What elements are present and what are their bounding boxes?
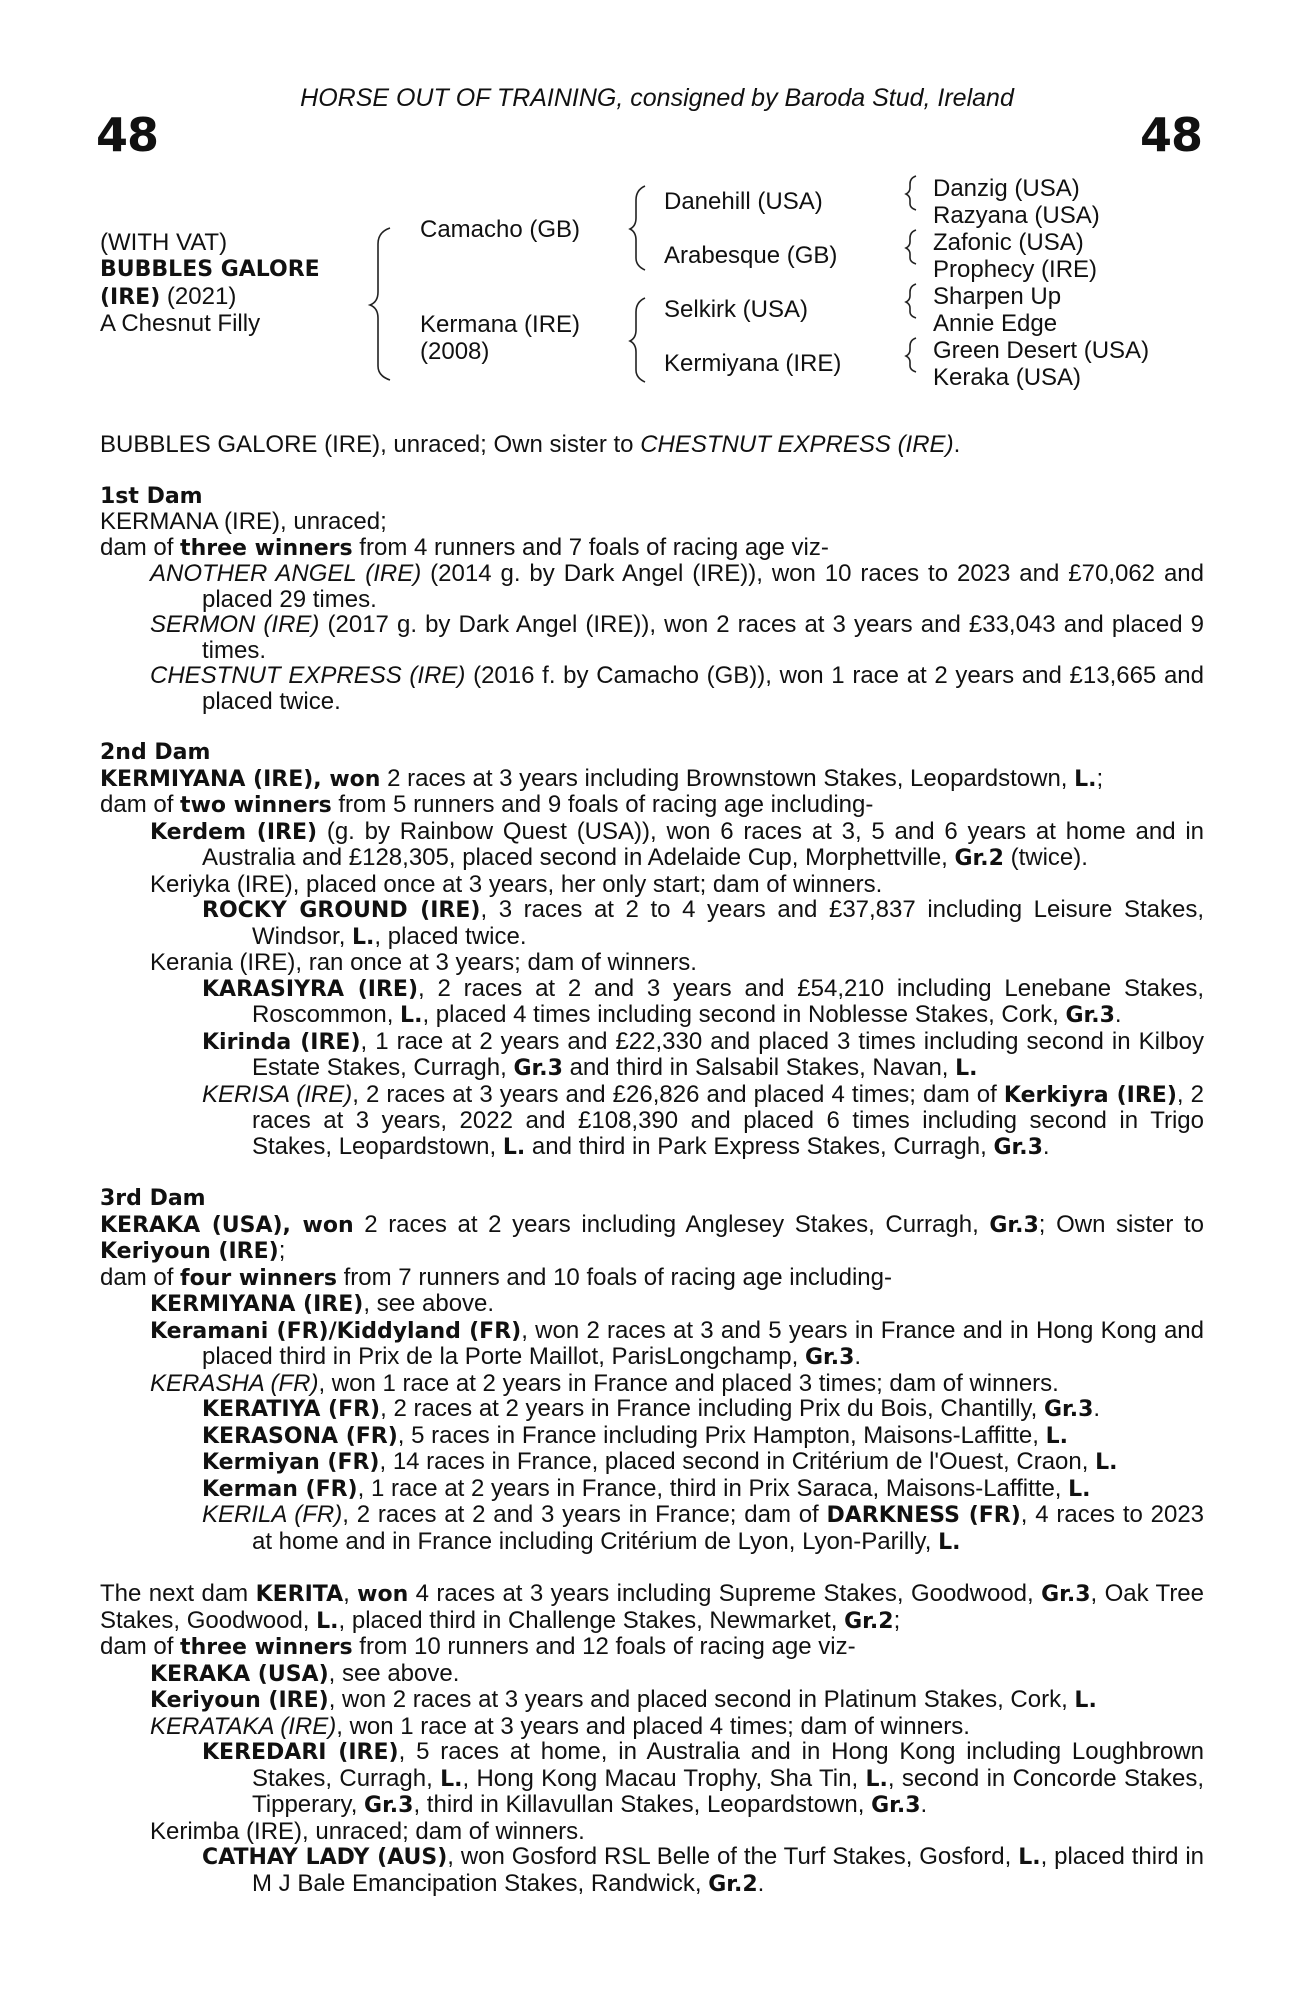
produce-entry: KERAKA (USA), see above. [150,1659,460,1687]
catalogue-body [100,432,1204,1897]
dam-sire: Selkirk (USA) [664,296,809,323]
horse-name-line2: (IRE) (2021) [100,283,237,310]
first-dam-produce: dam of three winners from 4 runners and 7 foals of racing age viz- [100,533,829,561]
page-header: HORSE OUT OF TRAINING, consigned by Baroda Stud, Ireland [300,84,1014,112]
produce-entry: KERMIYANA (IRE), see above. [150,1290,495,1317]
gen4-2: Razyana (USA) [933,202,1100,229]
gen4-5: Sharpen Up [933,283,1062,310]
sire-dam: Arabesque (GB) [664,242,838,269]
produce-entry: Keriyoun (IRE), won 2 races at 3 years and placed second in Platinum Stakes, Cork, L. [150,1686,1097,1713]
produce-entry: KERASHA (FR), won 1 race at 2 years in France and placed 3 times; dam of winners. [150,1369,1059,1397]
first-dam-heading: 1st Dam [100,483,203,509]
gen4-1: Danzig (USA) [933,175,1080,202]
third-dam-heading: 3rd Dam [100,1186,206,1211]
dam-year: (2008) [420,338,490,365]
first-dam-line: KERMANA (IRE), unraced; [100,508,387,535]
grandproduce-entry: KERISA (IRE), 2 races at 3 years and £26,826 and placed 4 times; dam of Kerkiyra (IRE), 2 races at 3 years, 2022 and £108,390 and placed 6 times including second in Trigo Stakes, Leopardstown, L. and third in Park Express Stakes, Curragh, Gr.3. [202,1080,1205,1160]
third-dam-line: KERAKA (USA), won 2 races at 2 years including Anglesey Stakes, Curragh, Gr.3; Own sister to Keriyoun (IRE); [100,1210,1204,1264]
grandproduce-entry: KERATIYA (FR), 2 races at 2 years in France including Prix du Bois, Chantilly, Gr.3. [202,1395,1101,1422]
intro-line: BUBBLES GALORE (IRE), unraced; Own sister to CHESTNUT EXPRESS (IRE). [100,431,961,458]
produce-entry: Kerimba (IRE), unraced; dam of winners. [150,1817,585,1845]
gen4-8: Keraka (USA) [933,364,1082,391]
produce-entry: CHESTNUT EXPRESS (IRE) (2016 f. by Camacho (GB)), won 1 race at 2 years and £13,665 and placed twice. [150,662,1205,715]
produce-entry: Kerania (IRE), ran once at 3 years; dam of winners. [150,949,697,976]
gen4-7: Green Desert (USA) [933,337,1150,364]
second-dam-heading: 2nd Dam [100,740,211,765]
horse-description: A Chesnut Filly [100,310,261,337]
lot-number-left: 48 [96,108,159,162]
grandproduce-entry: KERILA (FR), 2 races at 2 and 3 years in France; dam of DARKNESS (FR), 4 races to 2023 at home and in France including Critérium de Lyon, Lyon-Parilly, L. [202,1501,1205,1555]
next-dam-line: The next dam KERITA, won 4 races at 3 years including Supreme Stakes, Goodwood, Gr.3, Oak Tree Stakes, Goodwood, L., placed third in Challenge Stakes, Newmarket, Gr.2; [100,1580,1205,1634]
sire: Camacho (GB) [420,216,581,243]
grandproduce-entry: Kerman (FR), 1 race at 2 years in France, third in Prix Saraca, Maisons-Laffitte, L. [202,1474,1091,1502]
produce-entry: Kerdem (IRE) (g. by Rainbow Quest (USA)), won 6 races at 3, 5 and 6 years at home and in Australia and £128,305, placed second in Adelaide Cup, Morphettville, Gr.2 (twice). [150,817,1204,871]
gen4-4: Prophecy (IRE) [933,256,1098,283]
gen4-6: Annie Edge [933,310,1058,337]
grandproduce-entry: KARASIYRA (IRE), 2 races at 2 and 3 years and £54,210 including Lenebane Stakes, Roscommon, L., placed 4 times including second in Noblesse Stakes, Cork, Gr.3. [202,974,1204,1028]
gen4-3: Zafonic (USA) [933,229,1084,256]
second-dam-produce: dam of two winners from 5 runners and 9 foals of racing age including- [100,791,874,818]
produce-entry: KERATAKA (IRE), won 1 race at 3 years and placed 4 times; dam of winners. [150,1712,970,1740]
grandproduce-entry: KERASONA (FR), 5 races in France including Prix Hampton, Maisons-Laffitte, L. [202,1421,1069,1449]
second-dam-line: KERMIYANA (IRE), won 2 races at 3 years including Brownstown Stakes, Leopardstown, L.; [100,764,1104,792]
dam: Kermana (IRE) [420,311,581,338]
sire-sire: Danehill (USA) [664,188,823,215]
grandproduce-entry: ROCKY GROUND (IRE), 3 races at 2 to 4 years and £37,837 including Leisure Stakes, Windsor, L., placed twice. [202,896,1205,950]
grandproduce-entry: CATHAY LADY (AUS), won Gosford RSL Belle of the Turf Stakes, Gosford, L., placed third in M J Bale Emancipation Stakes, Randwick, Gr.2. [202,1843,1204,1897]
produce-entry: Keramani (FR)/Kiddyland (FR), won 2 races at 3 and 5 years in France and in Hong Kong and placed third in Prix de la Porte Maillot, ParisLongchamp, Gr.3. [150,1316,1205,1370]
third-dam-produce: dam of four winners from 7 runners and 10 foals of racing age including- [100,1263,892,1291]
vat-note: (WITH VAT) [100,229,228,256]
next-dam-produce: dam of three winners from 10 runners and 12 foals of racing age viz- [100,1633,856,1660]
produce-entry: Keriyka (IRE), placed once at 3 years, her only start; dam of winners. [150,870,883,898]
grandproduce-entry: Kermiyan (FR), 14 races in France, placed second in Critérium de l'Ouest, Craon, L. [202,1448,1118,1475]
produce-entry: SERMON (IRE) (2017 g. by Dark Angel (IRE)), won 2 races at 3 years and £33,043 and placed 9 times. [150,611,1204,664]
grandproduce-entry: KEREDARI (IRE), 5 races at home, in Australia and in Hong Kong including Loughbrown Stakes, Curragh, L., Hong Kong Macau Trophy, Sha Tin, L., second in Concorde Stakes, Tipperary, Gr.3, third in Killavullan Stakes, Leopardstown, Gr.3. [202,1738,1205,1818]
horse-name: BUBBLES GALORE [100,257,320,282]
grandproduce-entry: Kirinda (IRE), 1 race at 2 years and £22,330 and placed 3 times including second in Kilboy Estate Stakes, Curragh, Gr.3 and third in Salsabil Stakes, Navan, L. [202,1027,1204,1081]
dam-dam: Kermiyana (IRE) [664,350,842,377]
produce-entry: ANOTHER ANGEL (IRE) (2014 g. by Dark Angel (IRE)), won 10 races to 2023 and £70,062 and placed 29 times. [150,560,1204,613]
lot-number-right: 48 [1140,108,1203,162]
